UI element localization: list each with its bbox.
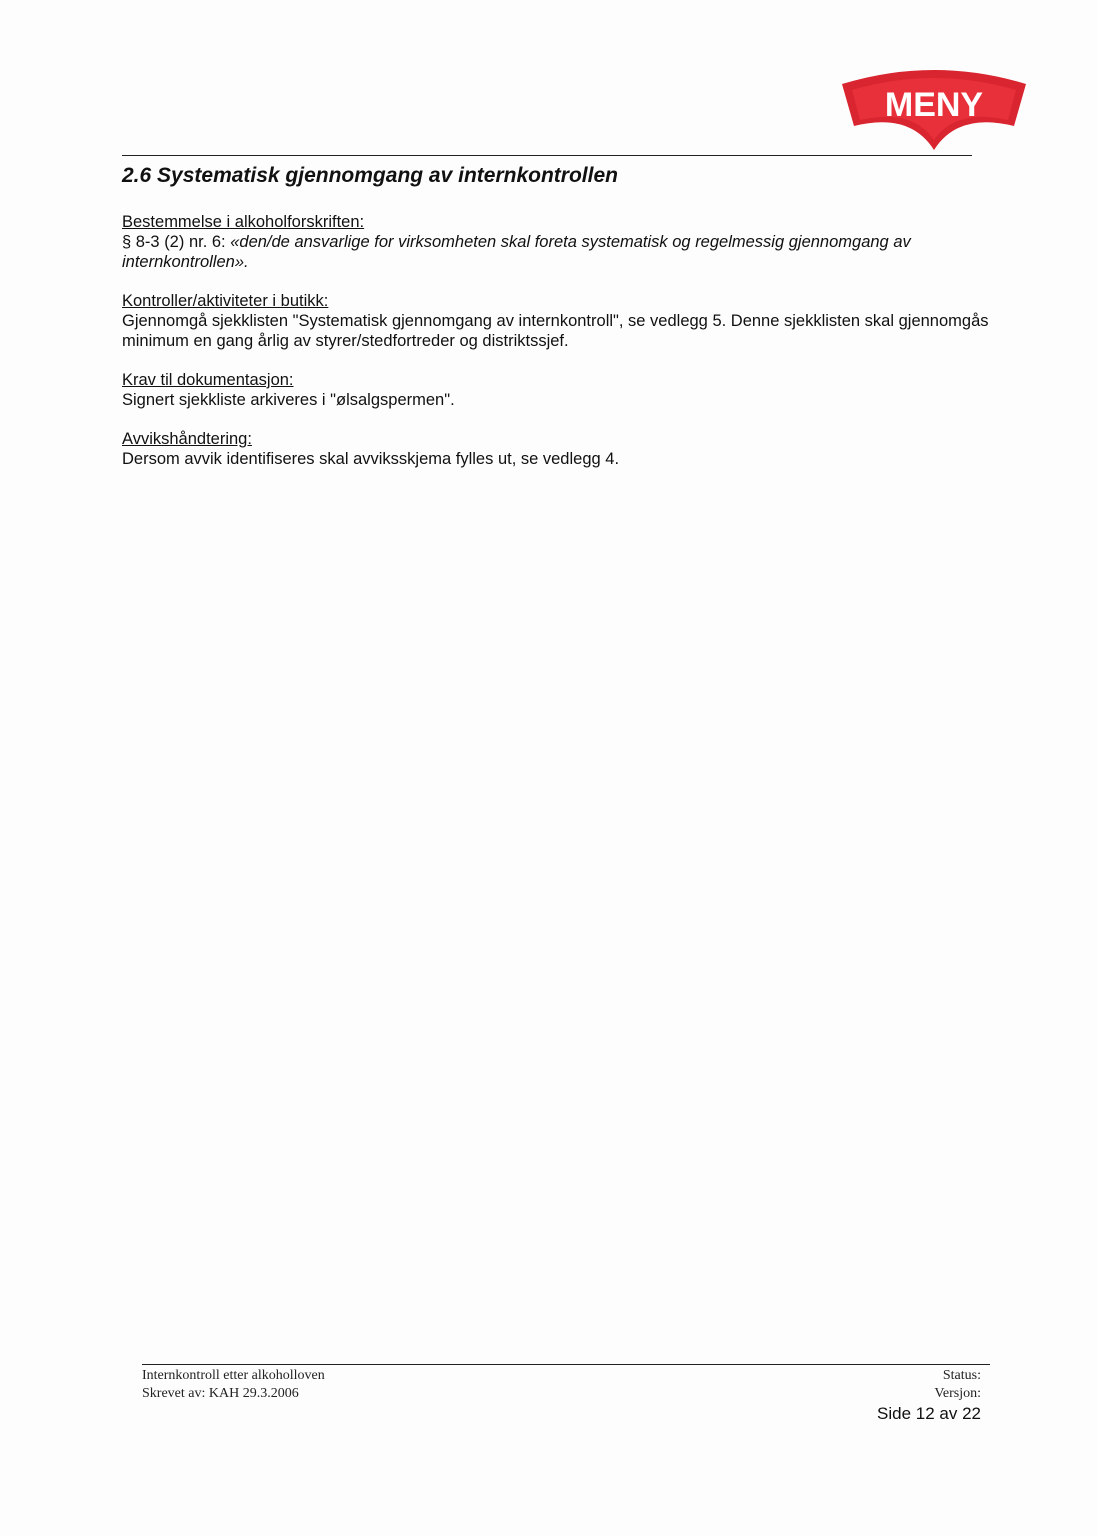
page-number: Side 12 av 22 [877, 1404, 981, 1423]
footer-written-by: Skrevet av: KAH 29.3.2006 [142, 1386, 299, 1401]
block-controls [122, 291, 992, 351]
block-label: Krav til dokumentasjon: [122, 371, 294, 389]
block-deviation [122, 429, 992, 469]
block-documentation [122, 370, 992, 410]
block-label: Avvikshåndtering: [122, 430, 252, 448]
footer-divider [142, 1364, 990, 1365]
block-label: Kontroller/aktiviteter i butikk: [122, 292, 329, 310]
meny-logo [838, 62, 1030, 152]
section-title: 2.6 Systematisk gjennomgang av internkontrollen [122, 164, 618, 187]
footer-version: Versjon: [934, 1386, 981, 1401]
section-content [122, 212, 992, 488]
regulation-prefix: § 8-3 (2) nr. 6: [122, 233, 231, 251]
block-text: Dersom avvik identifiseres skal avviksskjema fylles ut, se vedlegg 4. [122, 450, 620, 468]
block-regulation [122, 212, 992, 272]
block-label: Bestemmelse i alkoholforskriften: [122, 213, 365, 231]
regulation-quote: «den/de ansvarlige for virksomheten skal foreta systematisk og regelmessig gjennomgang av internkontrollen». [122, 233, 911, 271]
block-text: Gjennomgå sjekklisten "Systematisk gjennomgang av internkontroll", se vedlegg 5. Denne sjekklisten skal gjennomgås minimum en gang årlig av styrer/stedfortreder og distriktssjef. [122, 312, 989, 350]
footer-status: Status: [942, 1368, 981, 1383]
logo-text: MENY [884, 86, 984, 124]
footer-doc-title: Internkontroll etter alkoholloven [142, 1368, 325, 1383]
block-text: Signert sjekkliste arkiveres i "ølsalgspermen". [122, 391, 455, 409]
header-divider [122, 155, 972, 156]
footer-left [142, 1367, 325, 1403]
footer-right [877, 1367, 981, 1425]
regulation-text [122, 232, 992, 272]
